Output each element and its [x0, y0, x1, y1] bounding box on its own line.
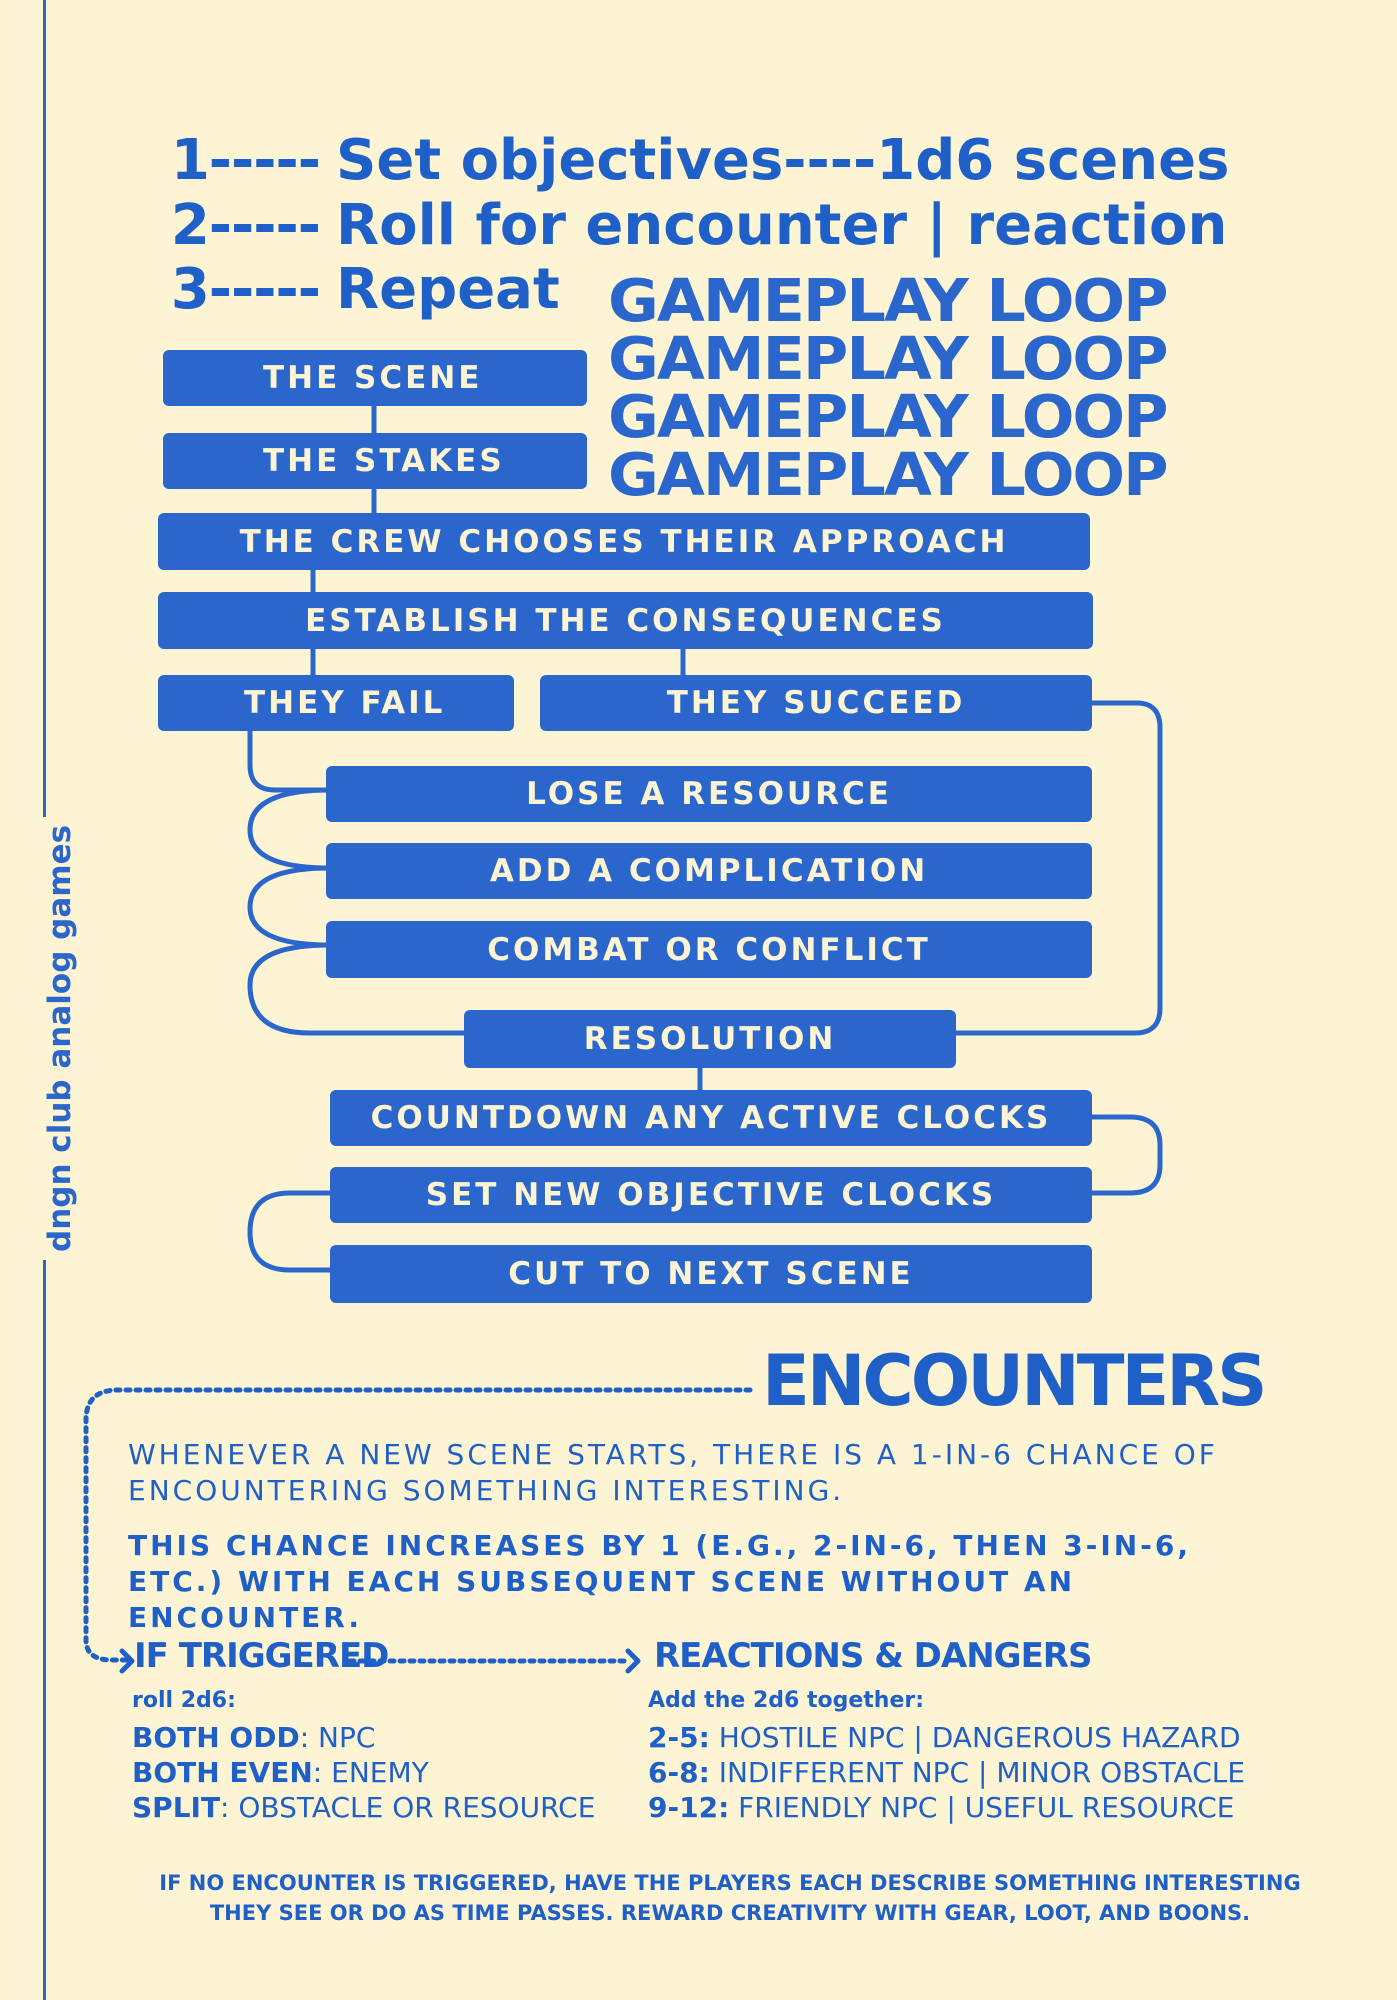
encounters-paragraph-2: THIS CHANCE INCREASES BY 1 (E.G., 2-IN-6, THEN 3-IN-6, ETC.) WITH EACH SUBSEQUENT SCENE WITHOUT AN ENCOUNTER. — [128, 1529, 1191, 1634]
reactions-row-3: 9-12: FRIENDLY NPC | USEFUL RESOURCE — [648, 1791, 1235, 1824]
encounters-title: ENCOUNTERS — [762, 1340, 1265, 1422]
box-they-fail: THEY FAIL — [158, 675, 514, 731]
step-3-number: 3----- — [170, 257, 320, 322]
box-combat-conflict: COMBAT OR CONFLICT — [326, 921, 1092, 978]
box-crew-approach: THE CREW CHOOSES THEIR APPROACH — [158, 513, 1090, 570]
spine-text: dngn club analog games — [42, 817, 78, 1260]
step-1-number: 1----- — [170, 128, 320, 193]
box-add-complication: ADD A COMPLICATION — [326, 843, 1092, 899]
triggered-row-1: BOTH ODD: NPC — [132, 1721, 376, 1754]
box-the-scene: THE SCENE — [163, 350, 587, 406]
reactions-intro: Add the 2d6 together: — [648, 1688, 925, 1713]
box-establish-consequences: ESTABLISH THE CONSEQUENCES — [158, 592, 1093, 649]
box-new-objective-clocks: SET NEW OBJECTIVE CLOCKS — [330, 1167, 1092, 1223]
triggered-row-2: BOTH EVEN: ENEMY — [132, 1756, 429, 1789]
if-triggered-title: IF TRIGGERED — [134, 1636, 389, 1676]
loop-title-1: GAMEPLAY LOOP — [608, 265, 1167, 336]
loop-title-3: GAMEPLAY LOOP — [608, 381, 1167, 452]
box-lose-resource: LOSE A RESOURCE — [326, 766, 1092, 822]
step-1-text: Set objectives----1d6 scenes — [336, 128, 1230, 193]
triggered-row-3: SPLIT: OBSTACLE OR RESOURCE — [132, 1791, 596, 1824]
footer-line-2: THEY SEE OR DO AS TIME PASSES. REWARD CREATIVITY WITH GEAR, LOOT, AND BOONS. — [209, 1901, 1251, 1925]
encounters-paragraph-1: WHENEVER A NEW SCENE STARTS, THERE IS A 1-IN-6 CHANCE OF ENCOUNTERING SOMETHING INTERESTING. — [128, 1438, 1218, 1507]
reactions-title: REACTIONS & DANGERS — [654, 1636, 1092, 1676]
loop-title-4: GAMEPLAY LOOP — [608, 439, 1167, 510]
box-resolution: RESOLUTION — [464, 1010, 956, 1068]
step-3-text: Repeat — [336, 257, 560, 322]
box-countdown-clocks: COUNTDOWN ANY ACTIVE CLOCKS — [330, 1090, 1092, 1146]
step-2-text: Roll for encounter | reaction — [336, 193, 1228, 258]
box-cut-next-scene: CUT TO NEXT SCENE — [330, 1245, 1092, 1303]
reactions-row-1: 2-5: HOSTILE NPC | DANGEROUS HAZARD — [648, 1721, 1241, 1754]
box-the-stakes: THE STAKES — [163, 433, 587, 489]
box-they-succeed: THEY SUCCEED — [540, 675, 1092, 731]
step-2-number: 2----- — [170, 193, 320, 258]
loop-title-2: GAMEPLAY LOOP — [608, 323, 1167, 394]
footer-line-1: IF NO ENCOUNTER IS TRIGGERED, HAVE THE PLAYERS EACH DESCRIBE SOMETHING INTERESTING — [159, 1871, 1301, 1895]
footer-note — [100, 1868, 1360, 1928]
reactions-row-2: 6-8: INDIFFERENT NPC | MINOR OBSTACLE — [648, 1756, 1246, 1789]
if-triggered-intro: roll 2d6: — [132, 1688, 236, 1713]
